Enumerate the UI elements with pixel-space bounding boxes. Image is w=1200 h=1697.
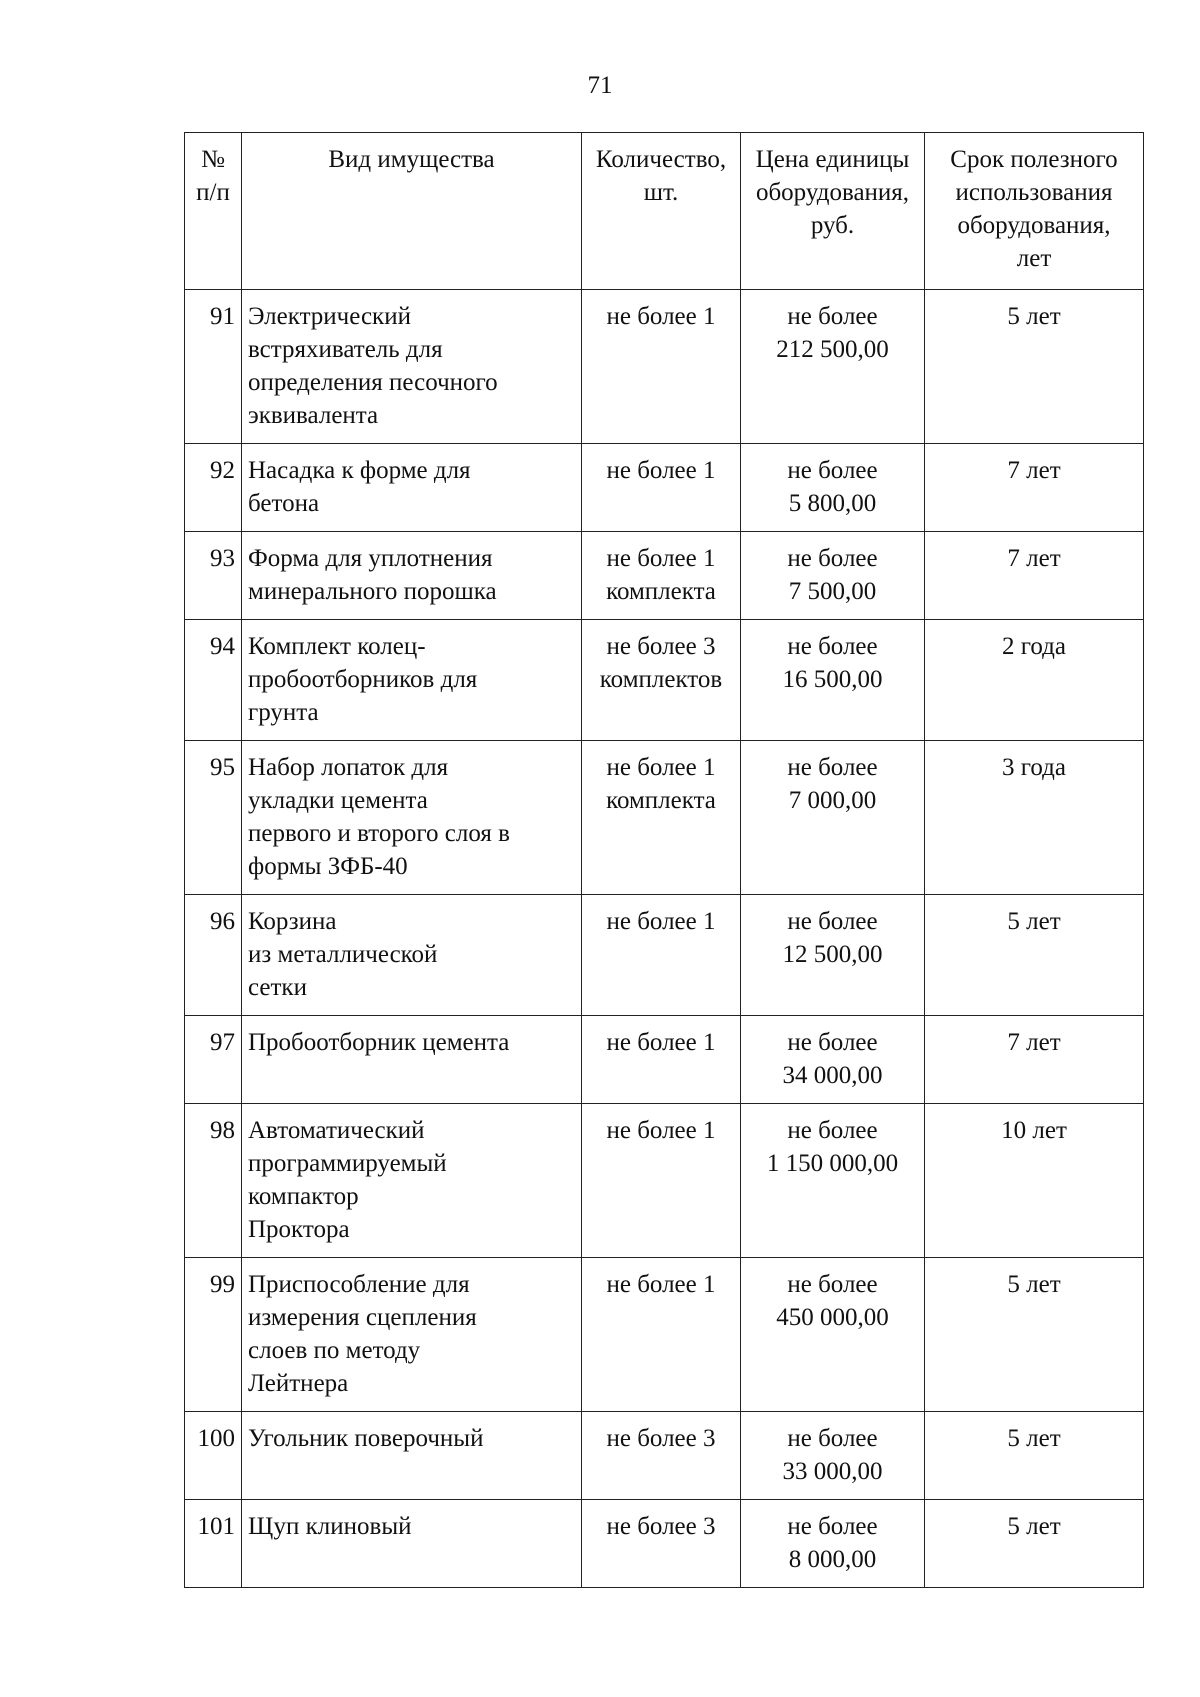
- row-number-cell: 95: [185, 741, 242, 895]
- unit-price-cell: [741, 895, 925, 1016]
- cell-text-line: не более: [787, 1513, 878, 1540]
- useful-life-cell: 10 лет: [925, 1104, 1144, 1258]
- cell-text-line: 450 000,00: [776, 1304, 889, 1331]
- cell-text-line: 34 000,00: [782, 1062, 883, 1089]
- quantity-cell: [582, 1412, 741, 1500]
- cell-text-line: 7 500,00: [788, 578, 877, 605]
- unit-price-cell: [741, 1258, 925, 1412]
- cell-text-line: Приспособление для: [248, 1271, 470, 1298]
- cell-text-line: Пробоотборник цемента: [248, 1029, 510, 1056]
- cell-text-line: пробоотборников для: [248, 666, 478, 693]
- table-row: [185, 1412, 1144, 1500]
- page-number: 71: [587, 72, 613, 99]
- cell-text-line: 7 000,00: [788, 787, 877, 814]
- cell-text-line: укладки цемента: [248, 787, 428, 814]
- property-name-cell: [242, 1500, 582, 1588]
- table-row: [185, 1104, 1144, 1258]
- unit-price-cell: [741, 1500, 925, 1588]
- cell-text-line: не более: [787, 457, 878, 484]
- table-row: [185, 532, 1144, 620]
- cell-text-line: не более: [787, 1117, 878, 1144]
- header-quantity: Количество, шт.: [582, 133, 741, 290]
- cell-text-line: 33 000,00: [782, 1458, 883, 1485]
- cell-text-line: слоев по методу: [248, 1337, 421, 1364]
- row-number-cell: 92: [185, 444, 242, 532]
- cell-text-line: не более 1: [606, 908, 716, 935]
- table-row: [185, 1016, 1144, 1104]
- cell-text-line: Форма для уплотнения: [248, 545, 493, 572]
- property-name-cell: [242, 741, 582, 895]
- row-number-cell: 94: [185, 620, 242, 741]
- table-row: [185, 1500, 1144, 1588]
- quantity-cell: [582, 290, 741, 444]
- row-number-cell: 96: [185, 895, 242, 1016]
- row-number-cell: 99: [185, 1258, 242, 1412]
- table-body: [185, 290, 1144, 1588]
- cell-text-line: Насадка к форме для: [248, 457, 471, 484]
- property-name-cell: [242, 1016, 582, 1104]
- unit-price-cell: [741, 290, 925, 444]
- cell-text-line: 212 500,00: [776, 336, 889, 363]
- cell-text-line: не более: [787, 1425, 878, 1452]
- cell-text-line: 16 500,00: [782, 666, 883, 693]
- quantity-cell: [582, 444, 741, 532]
- unit-price-cell: [741, 1016, 925, 1104]
- cell-text-line: не более: [787, 545, 878, 572]
- useful-life-cell: 7 лет: [925, 444, 1144, 532]
- cell-text-line: не более: [787, 754, 878, 781]
- property-name-cell: [242, 1104, 582, 1258]
- quantity-cell: [582, 532, 741, 620]
- cell-text-line: 12 500,00: [782, 941, 883, 968]
- useful-life-cell: 5 лет: [925, 1412, 1144, 1500]
- header-unit-price: Цена единицы оборудования, руб.: [741, 133, 925, 290]
- cell-text-line: не более 1: [606, 1271, 716, 1298]
- cell-text-line: не более 1: [606, 457, 716, 484]
- cell-text-line: определения песочного: [248, 369, 498, 396]
- cell-text-line: не более 3: [606, 633, 716, 660]
- useful-life-cell: 5 лет: [925, 290, 1144, 444]
- quantity-cell: [582, 1104, 741, 1258]
- cell-text-line: эквивалента: [248, 402, 379, 429]
- cell-text-line: первого и второго слоя в: [248, 820, 510, 847]
- cell-text-line: не более: [787, 633, 878, 660]
- cell-text-line: бетона: [248, 490, 320, 517]
- cell-text-line: программируемый: [248, 1150, 447, 1177]
- cell-text-line: грунта: [248, 699, 319, 726]
- cell-text-line: не более: [787, 1271, 878, 1298]
- cell-text-line: не более 1: [606, 754, 716, 781]
- cell-text-line: Электрический: [248, 303, 411, 330]
- cell-text-line: не более 3: [606, 1425, 716, 1452]
- table-header: [185, 133, 1144, 290]
- row-number-cell: 100: [185, 1412, 242, 1500]
- cell-text-line: минерального порошка: [248, 578, 497, 605]
- unit-price-cell: [741, 741, 925, 895]
- table-row: [185, 290, 1144, 444]
- cell-text-line: не более 1: [606, 545, 716, 572]
- cell-text-line: не более 1: [606, 1117, 716, 1144]
- cell-text-line: 8 000,00: [788, 1546, 877, 1573]
- cell-text-line: 1 150 000,00: [766, 1150, 899, 1177]
- quantity-cell: [582, 1258, 741, 1412]
- cell-text-line: из металлической: [248, 941, 438, 968]
- unit-price-cell: [741, 620, 925, 741]
- quantity-cell: [582, 1016, 741, 1104]
- cell-text-line: измерения сцепления: [248, 1304, 477, 1331]
- row-number-cell: 101: [185, 1500, 242, 1588]
- cell-text-line: комплектов: [599, 666, 723, 693]
- property-name-cell: [242, 290, 582, 444]
- cell-text-line: Автоматический: [248, 1117, 425, 1144]
- useful-life-cell: 5 лет: [925, 895, 1144, 1016]
- cell-text-line: Щуп клиновый: [248, 1513, 412, 1540]
- quantity-cell: [582, 620, 741, 741]
- header-property-type: Вид имущества: [242, 133, 582, 290]
- useful-life-cell: 7 лет: [925, 532, 1144, 620]
- quantity-cell: [582, 895, 741, 1016]
- header-number: № п/п: [185, 133, 242, 290]
- unit-price-cell: [741, 532, 925, 620]
- cell-text-line: формы ЗФБ-40: [248, 853, 408, 880]
- cell-text-line: не более 3: [606, 1513, 716, 1540]
- useful-life-cell: 7 лет: [925, 1016, 1144, 1104]
- table-row: [185, 620, 1144, 741]
- cell-text-line: Лейтнера: [248, 1370, 349, 1397]
- row-number-cell: 91: [185, 290, 242, 444]
- header-useful-life: Срок полезного использования оборудования, лет: [925, 133, 1144, 290]
- cell-text-line: не более 1: [606, 303, 716, 330]
- cell-text-line: комплекта: [606, 578, 716, 605]
- property-name-cell: [242, 895, 582, 1016]
- cell-text-line: Угольник поверочный: [248, 1425, 484, 1452]
- cell-text-line: 5 800,00: [788, 490, 877, 517]
- useful-life-cell: 3 года: [925, 741, 1144, 895]
- cell-text-line: не более: [787, 1029, 878, 1056]
- quantity-cell: [582, 741, 741, 895]
- cell-text-line: не более 1: [606, 1029, 716, 1056]
- equipment-table: [184, 132, 1144, 1588]
- cell-text-line: Набор лопаток для: [248, 754, 449, 781]
- row-number-cell: 97: [185, 1016, 242, 1104]
- table-row: [185, 741, 1144, 895]
- cell-text-line: сетки: [248, 974, 307, 1001]
- property-name-cell: [242, 620, 582, 741]
- useful-life-cell: 5 лет: [925, 1258, 1144, 1412]
- property-name-cell: [242, 444, 582, 532]
- cell-text-line: Корзина: [248, 908, 337, 935]
- cell-text-line: Проктора: [248, 1216, 350, 1243]
- useful-life-cell: 2 года: [925, 620, 1144, 741]
- useful-life-cell: 5 лет: [925, 1500, 1144, 1588]
- cell-text-line: Комплект колец-: [248, 633, 426, 660]
- unit-price-cell: [741, 1412, 925, 1500]
- unit-price-cell: [741, 444, 925, 532]
- cell-text-line: комплекта: [606, 787, 716, 814]
- cell-text-line: компактор: [248, 1183, 359, 1210]
- table-row: [185, 444, 1144, 532]
- property-name-cell: [242, 532, 582, 620]
- quantity-cell: [582, 1500, 741, 1588]
- property-name-cell: [242, 1412, 582, 1500]
- property-name-cell: [242, 1258, 582, 1412]
- cell-text-line: не более: [787, 908, 878, 935]
- table-row: [185, 895, 1144, 1016]
- cell-text-line: встряхиватель для: [248, 336, 443, 363]
- unit-price-cell: [741, 1104, 925, 1258]
- cell-text-line: не более: [787, 303, 878, 330]
- table-row: [185, 1258, 1144, 1412]
- row-number-cell: 98: [185, 1104, 242, 1258]
- row-number-cell: 93: [185, 532, 242, 620]
